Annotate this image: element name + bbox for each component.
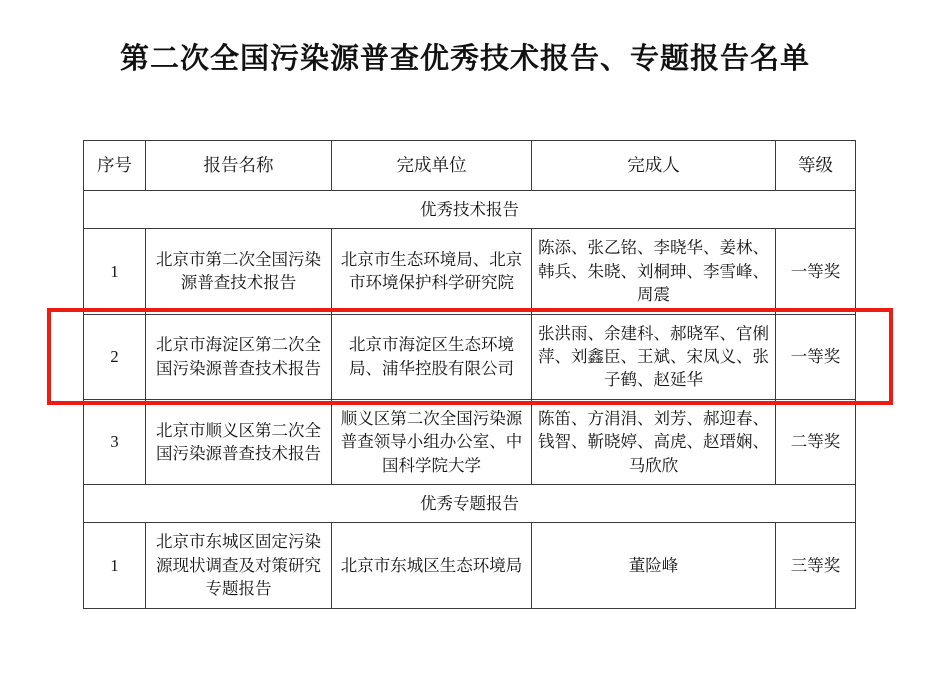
section-header-row (84, 485, 856, 523)
column-header-people: 完成人 (532, 141, 776, 191)
cell-report-name: 北京市顺义区第二次全国污染源普查技术报告 (146, 399, 332, 484)
page-title: 第二次全国污染源普查优秀技术报告、专题报告名单 (119, 43, 810, 75)
cell-people: 陈添、张乙铭、李晓华、姜林、韩兵、朱晓、刘桐珅、李雪峰、周震 (532, 229, 776, 314)
cell-level: 一等奖 (776, 229, 856, 314)
cell-no: 1 (84, 523, 146, 608)
cell-level: 二等奖 (776, 399, 856, 484)
cell-level: 三等奖 (776, 523, 856, 608)
table-header-row (84, 141, 856, 191)
table-row (84, 229, 856, 314)
table-row (84, 523, 856, 608)
section-label-special: 优秀专题报告 (84, 485, 856, 523)
table-row (84, 314, 856, 399)
cell-unit: 北京市东城区生态环境局 (332, 523, 532, 608)
column-header-level: 等级 (776, 141, 856, 191)
cell-unit: 北京市海淀区生态环境局、浦华控股有限公司 (332, 314, 532, 399)
section-header-row (84, 190, 856, 228)
cell-report-name: 北京市东城区固定污染源现状调查及对策研究专题报告 (146, 523, 332, 608)
table-row (84, 399, 856, 484)
cell-report-name: 北京市第二次全国污染源普查技术报告 (146, 229, 332, 314)
table-body (84, 190, 856, 608)
cell-level: 一等奖 (776, 314, 856, 399)
report-table-container (83, 140, 855, 609)
cell-no: 2 (84, 314, 146, 399)
cell-people: 张洪雨、余建科、郝晓军、官俐萍、刘鑫臣、王斌、宋凤义、张子鹤、赵延华 (532, 314, 776, 399)
cell-unit: 北京市生态环境局、北京市环境保护科学研究院 (332, 229, 532, 314)
cell-report-name: 北京市海淀区第二次全国污染源普查技术报告 (146, 314, 332, 399)
cell-no: 3 (84, 399, 146, 484)
column-header-no: 序号 (84, 141, 146, 191)
cell-people: 陈笛、方涓涓、刘芳、郝迎春、钱智、靳晓婷、高虎、赵瑨娴、马欣欣 (532, 399, 776, 484)
cell-no: 1 (84, 229, 146, 314)
column-header-unit: 完成单位 (332, 141, 532, 191)
section-label-technical: 优秀技术报告 (84, 190, 856, 228)
column-header-name: 报告名称 (146, 141, 332, 191)
cell-unit: 顺义区第二次全国污染源普查领导小组办公室、中国科学院大学 (332, 399, 532, 484)
report-table (83, 140, 856, 609)
table-header (84, 141, 856, 191)
cell-people: 董险峰 (532, 523, 776, 608)
